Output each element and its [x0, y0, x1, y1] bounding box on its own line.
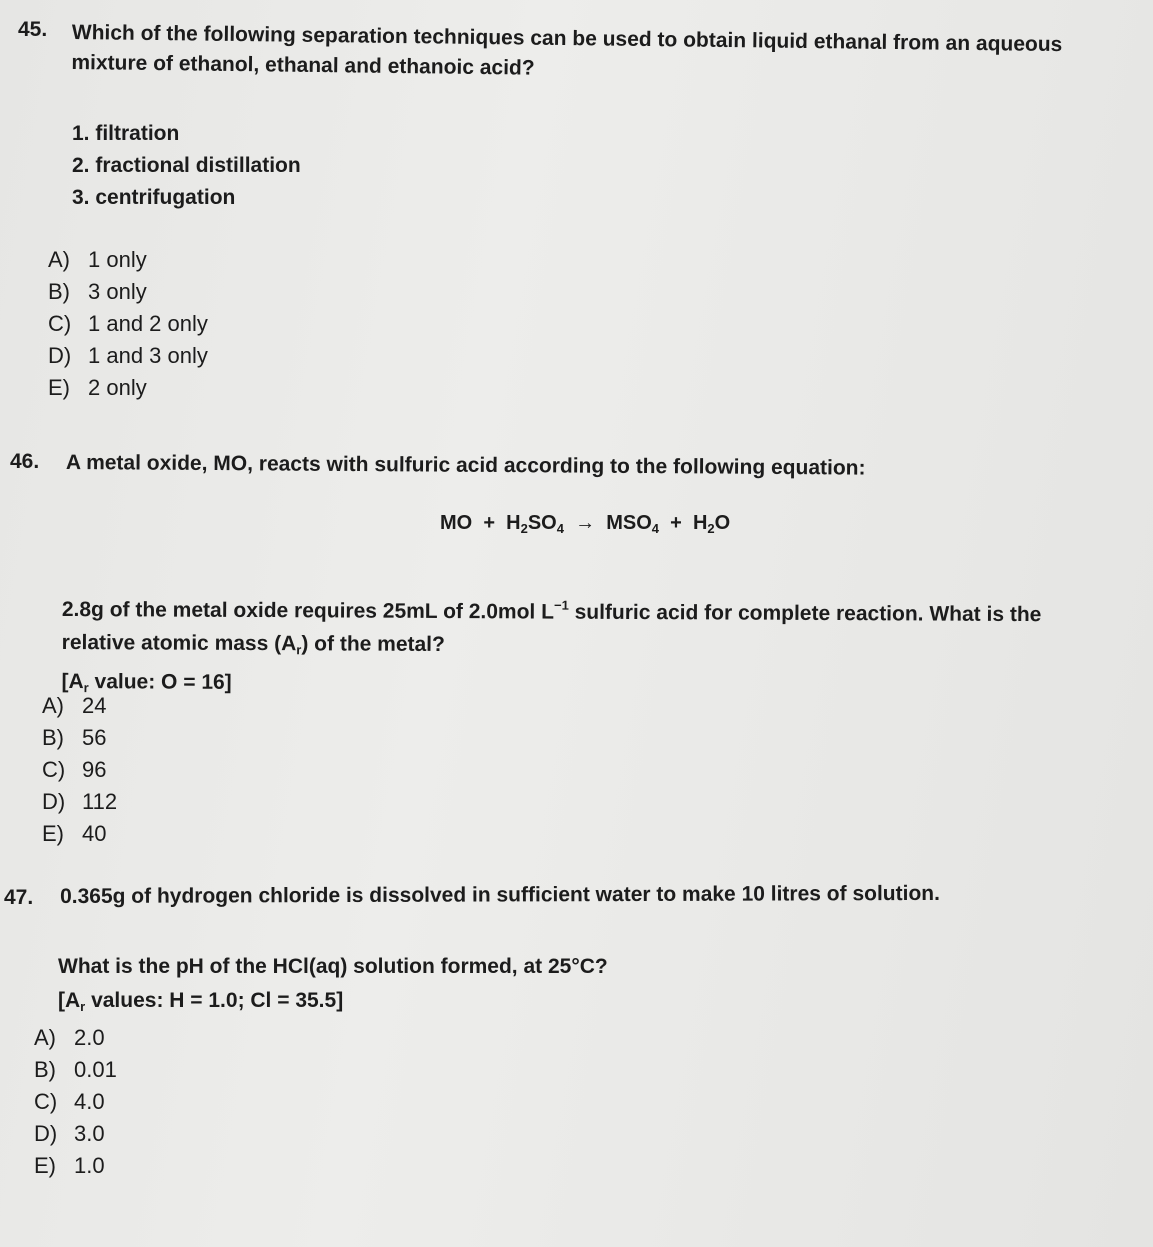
- option-e[interactable]: [48, 372, 208, 404]
- option-d[interactable]: [42, 786, 117, 818]
- option-e[interactable]: [34, 1150, 117, 1182]
- option-letter: E): [42, 821, 64, 846]
- option-text: 1 and 2 only: [88, 311, 208, 336]
- option-a[interactable]: [48, 244, 208, 276]
- option-text: 4.0: [74, 1089, 105, 1114]
- option-c[interactable]: [48, 308, 208, 340]
- option-a[interactable]: [42, 690, 117, 722]
- option-text: 24: [82, 693, 107, 718]
- question-number: 46.: [10, 450, 40, 473]
- product-h2o: $H_2O$: [692, 512, 731, 536]
- option-letter: E): [48, 375, 70, 400]
- option-letter: D): [34, 1121, 58, 1146]
- option-c[interactable]: [42, 754, 117, 786]
- question-body: [58, 950, 608, 1024]
- statement-item: 3. centrifugation: [72, 186, 236, 209]
- question-body-line: What is the pH of the HCl(aq) solution formed, at 25°C?: [58, 955, 608, 978]
- question-body-line: 2.8g of the metal oxide requires 25mL of 2.0mol $L^{-1}$ sulfuric acid for complete reaction. What is the: [61, 597, 1042, 627]
- question-text: A metal oxide, MO, reacts with sulfuric acid according to the following equation:: [65, 450, 866, 480]
- option-letter: B): [34, 1057, 56, 1082]
- question-text: 0.365g of hydrogen chloride is dissolved in sufficient water to make 10 litres of solution.: [60, 881, 940, 908]
- question-body: [61, 586, 1041, 709]
- question-body-line: relative atomic mass $(A_r)$ of the metal?: [61, 630, 445, 658]
- statement-item: 2. fractional distillation: [72, 154, 301, 177]
- ar-values: [$A_r$ values: H = 1.0; Cl = 35.5]: [58, 989, 344, 1014]
- arrow: →: [575, 512, 596, 534]
- reactant-h2so4: $H_2SO_4$: [506, 512, 564, 536]
- option-b[interactable]: [42, 722, 117, 754]
- option-letter: A): [48, 247, 70, 272]
- option-letter: C): [42, 757, 66, 782]
- statement-item: 1. filtration: [72, 122, 180, 145]
- option-text: 3.0: [74, 1121, 105, 1146]
- option-letter: A): [42, 693, 64, 718]
- option-letter: B): [42, 725, 64, 750]
- reactant-mo: MO: [440, 512, 473, 534]
- option-e[interactable]: [42, 818, 117, 850]
- option-c[interactable]: [34, 1086, 117, 1118]
- option-letter: D): [42, 789, 66, 814]
- option-letter: A): [34, 1025, 56, 1050]
- option-text: 96: [82, 757, 107, 782]
- option-letter: C): [48, 311, 72, 336]
- option-text: 1 only: [88, 247, 147, 272]
- statement-list: [72, 118, 301, 214]
- question-number: 45.: [18, 18, 48, 41]
- option-letter: D): [48, 343, 72, 368]
- option-text: 3 only: [88, 279, 147, 304]
- option-text: 2 only: [88, 375, 147, 400]
- option-a[interactable]: [34, 1022, 117, 1054]
- option-text: 2.0: [74, 1025, 105, 1050]
- option-d[interactable]: [48, 340, 208, 372]
- option-letter: C): [34, 1089, 58, 1114]
- product-mso4: $MSO_4$: [606, 512, 660, 536]
- option-list: [34, 1022, 117, 1182]
- option-list: [42, 690, 117, 850]
- option-b[interactable]: [34, 1054, 117, 1086]
- option-letter: E): [34, 1153, 56, 1178]
- option-b[interactable]: [48, 276, 208, 308]
- question-number: 47.: [4, 886, 34, 909]
- plus-sign: +: [670, 512, 682, 534]
- option-d[interactable]: [34, 1118, 117, 1150]
- question-text-line: Which of the following separation techniques can be used to obtain liquid ethanal from an aqueous: [71, 20, 1063, 57]
- ar-values: [$A_r$ value: O = 16]: [61, 669, 232, 696]
- question-text: [71, 18, 1062, 90]
- option-text: 0.01: [74, 1057, 117, 1082]
- option-text: 40: [82, 821, 107, 846]
- option-text: 112: [82, 789, 118, 814]
- option-letter: B): [48, 279, 70, 304]
- option-text: 56: [82, 725, 107, 750]
- option-text: 1.0: [74, 1153, 105, 1178]
- option-text: 1 and 3 only: [88, 343, 208, 368]
- plus-sign: +: [483, 512, 496, 534]
- chemical-equation: [440, 512, 730, 536]
- question-text-line: mixture of ethanol, ethanal and ethanoic acid?: [71, 50, 535, 80]
- option-list: [48, 244, 208, 404]
